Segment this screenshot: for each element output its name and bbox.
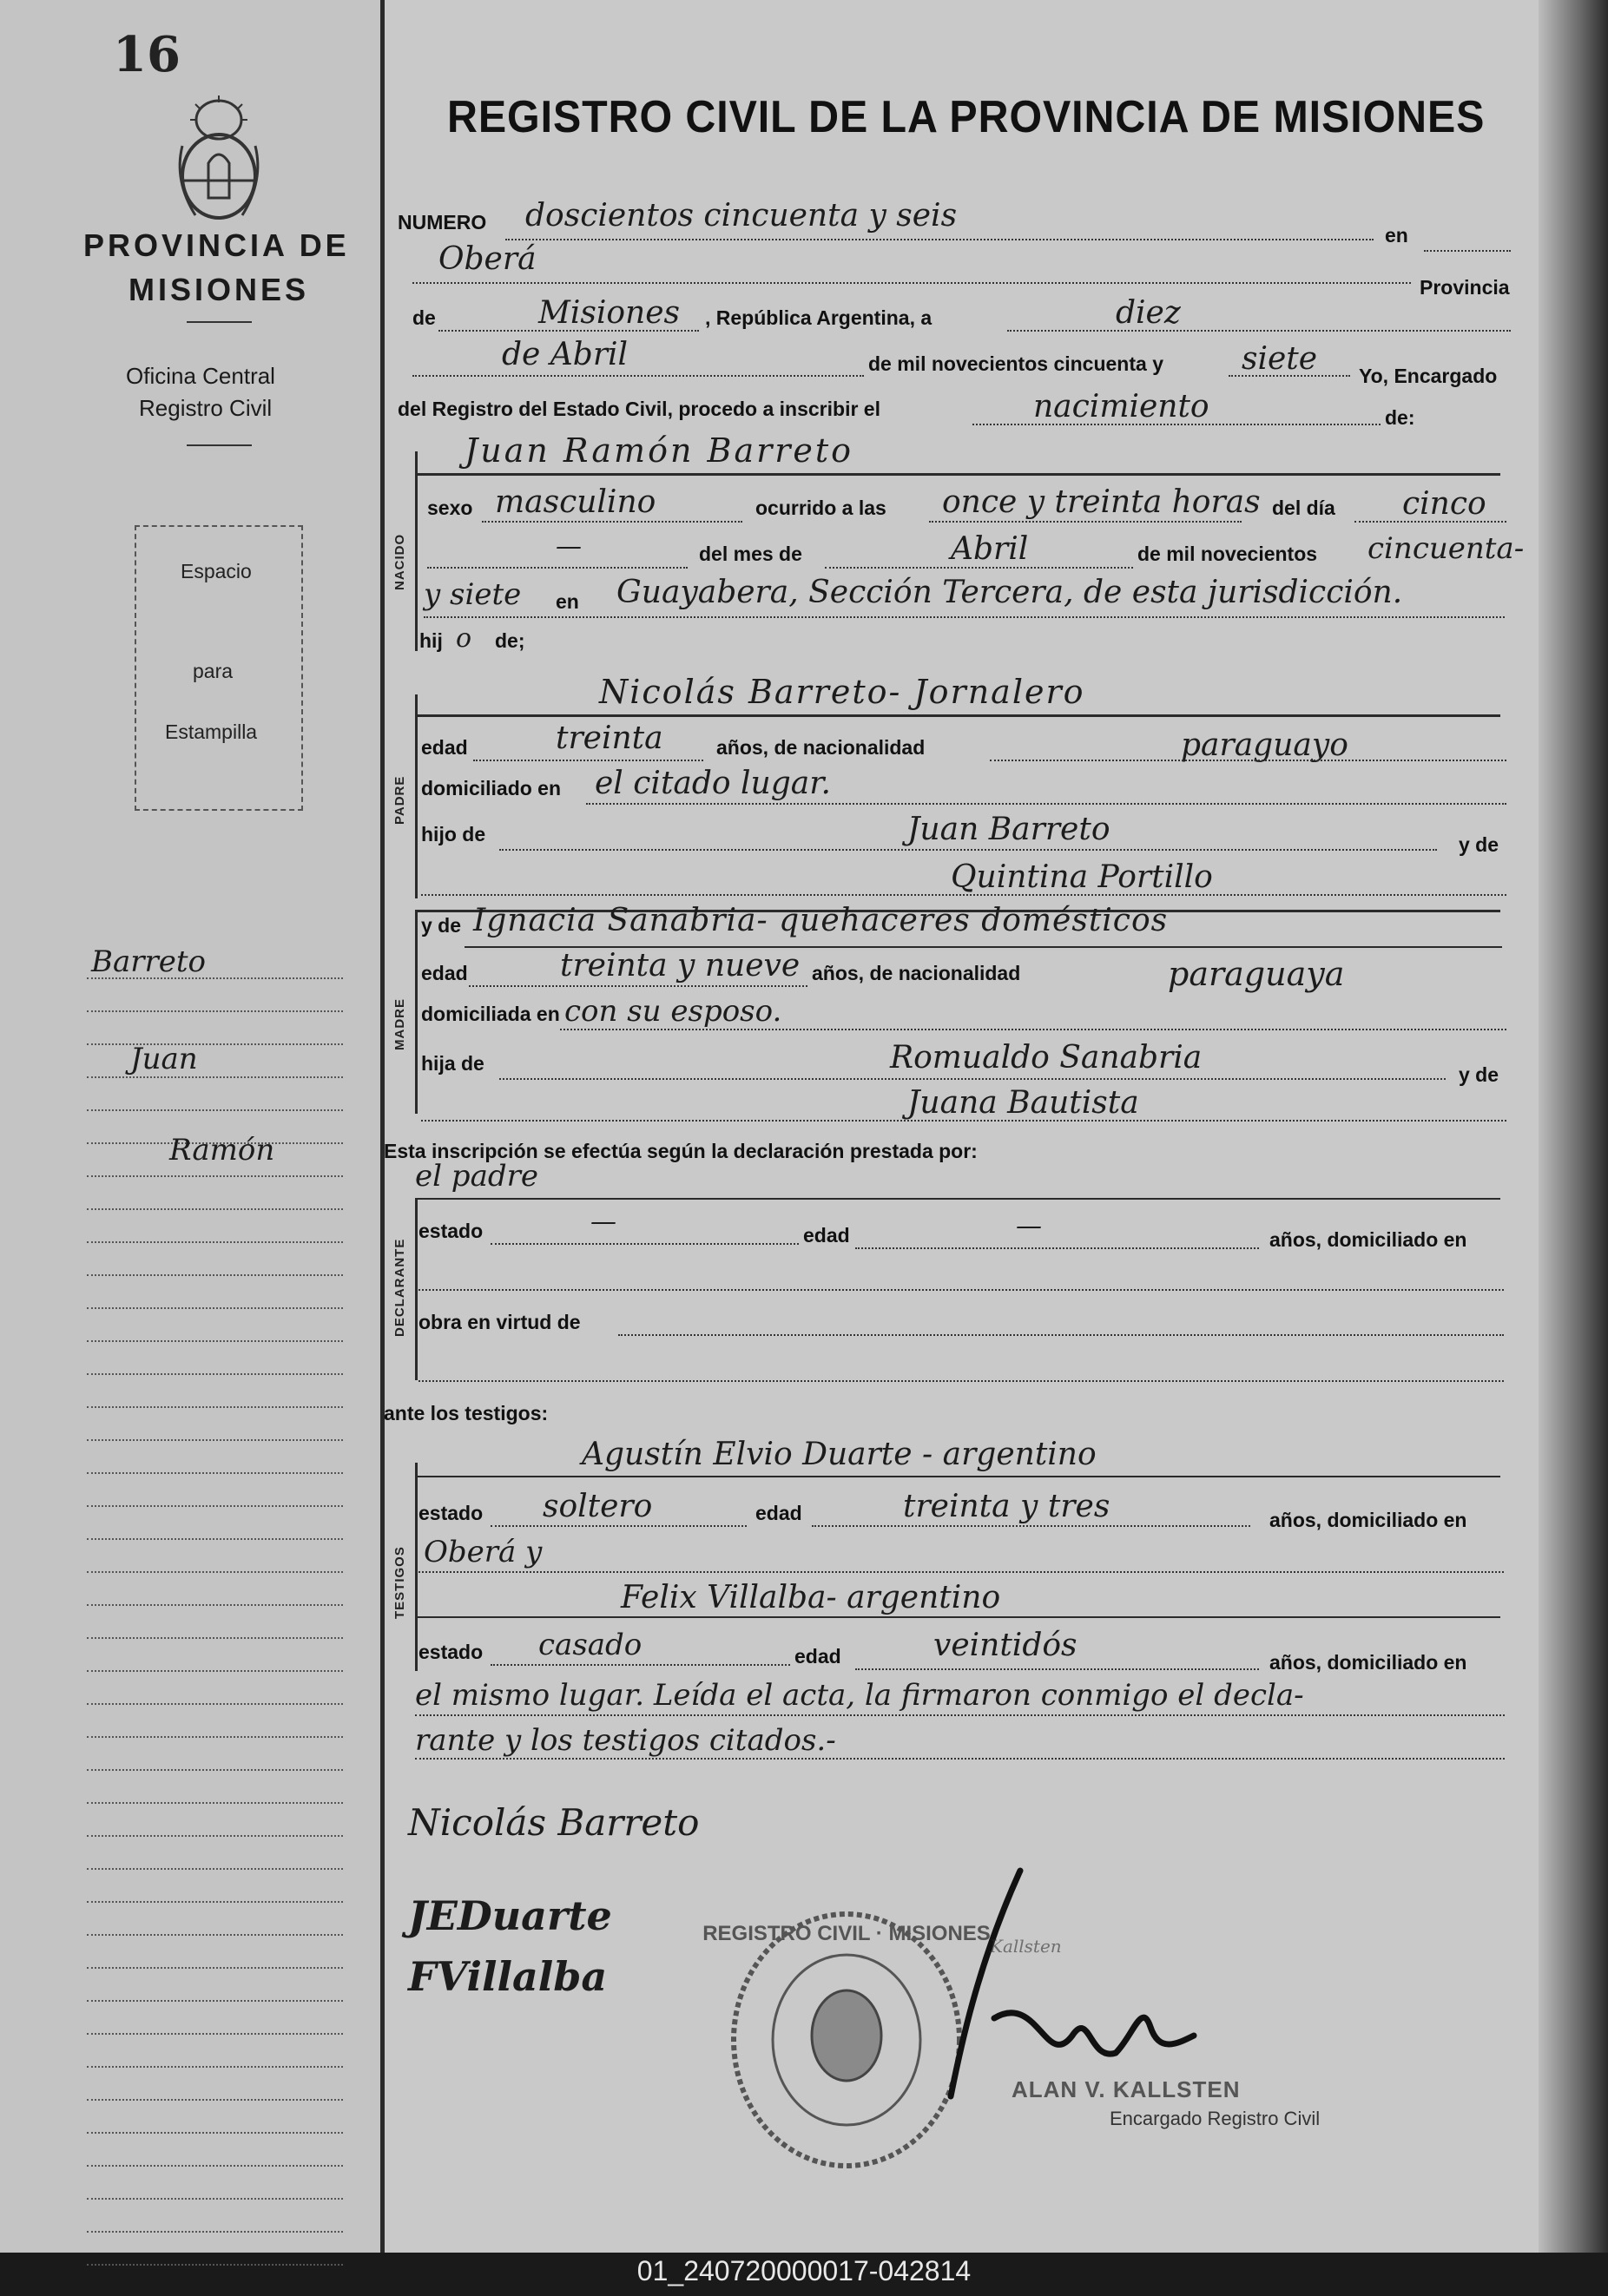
label-de-semi: de; (495, 629, 525, 652)
section-padre-label: PADRE (392, 775, 407, 825)
hora-line (929, 521, 1242, 523)
anio-line (1229, 375, 1350, 377)
label-padre-dom: domiciliado en (421, 777, 562, 799)
label-padre-hijo-de: hijo de (421, 823, 486, 845)
en-line (1424, 250, 1511, 252)
value-dia: diez (1116, 295, 1181, 331)
mes-line (412, 375, 864, 377)
value-decl-edad: — (1016, 1211, 1042, 1241)
value-sexo: masculino (495, 484, 656, 520)
label-madre-nac: años, de nacionalidad (812, 962, 1021, 984)
value-mes: de Abril (502, 337, 629, 372)
left-given-name-1: Juan (130, 1042, 198, 1076)
madre-dom-line (560, 1029, 1506, 1030)
label-numero: NUMERO (398, 211, 487, 234)
place-line (412, 282, 1411, 284)
label-test1-anos-dom: años, domiciliado en (1269, 1509, 1467, 1531)
lugar-line (424, 616, 1505, 618)
value-padre-nombre: Nicolás Barreto- Jornalero (599, 673, 1085, 711)
value-acto: nacimiento (1033, 389, 1209, 424)
signature-duarte: JEDuarte (408, 1892, 612, 1939)
seal-text: REGISTRO CIVIL · MISIONES (702, 1922, 991, 1945)
value-en-place: Oberá (438, 241, 537, 277)
value-anio-nac-2: y siete (424, 577, 522, 612)
page-binding-edge (1539, 0, 1608, 2253)
value-decl-estado: — (590, 1207, 616, 1237)
coat-of-arms-icon (169, 94, 269, 224)
declarante-side-rule (415, 1198, 418, 1380)
nacido-top-rule (415, 473, 1500, 476)
page-number: 16 (113, 26, 181, 83)
test1-edad-line (812, 1525, 1250, 1527)
value-madre-nac: paraguaya (1168, 955, 1345, 993)
test1-dom-line (418, 1571, 1504, 1573)
acto-line (972, 424, 1381, 425)
decl-estado-line (491, 1243, 799, 1245)
test1-estado-line (491, 1525, 747, 1527)
decl-edad-line (855, 1247, 1259, 1249)
padre-dom-line (586, 803, 1506, 805)
nac-row2-line-1 (427, 567, 688, 569)
value-madre-hija-de-1: Romualdo Sanabria (890, 1040, 1203, 1076)
office-name-1: Oficina Central (126, 363, 275, 389)
label-de-colon: de: (1385, 406, 1415, 429)
label-hij: hij (419, 629, 443, 652)
label-decl-anos-dom: años, domiciliado en (1269, 1228, 1467, 1251)
value-cierre-2: rante y los testigos citados.- (415, 1723, 836, 1758)
label-madre-y-de-2: y de (1459, 1063, 1499, 1086)
value-test1-dom: Oberá y (424, 1535, 543, 1569)
padre-top-rule (415, 714, 1500, 717)
label-test1-edad: edad (755, 1502, 802, 1524)
padre-hijo-line (499, 849, 1437, 851)
testigo2-rule (415, 1616, 1500, 1618)
label-esta-inscripcion: Esta inscripción se efectúa según la declaración prestada por: (384, 1140, 978, 1162)
registry-title: REGISTRO CIVIL DE LA PROVINCIA DE MISIONES (447, 92, 1486, 142)
label-madre-hija-de: hija de (421, 1052, 484, 1075)
value-test2-edad: veintidós (933, 1628, 1077, 1663)
label-yo-encargado: Yo, Encargado (1359, 365, 1498, 387)
stamp-label-2: para (193, 660, 234, 682)
left-divider-2 (187, 444, 252, 446)
stamp-label-1: Espacio (181, 560, 252, 582)
decl-row4-line (418, 1380, 1504, 1382)
sexo-line (482, 521, 742, 523)
value-testigo-2: Felix Villalba- argentino (621, 1580, 1001, 1615)
value-provincia: Misiones (538, 295, 681, 331)
label-madre-y-de: y de (421, 914, 462, 937)
label-del-dia: del día (1272, 497, 1335, 519)
label-republica: , República Argentina, a (705, 306, 933, 329)
value-padre-dom: el citado lugar. (595, 766, 831, 801)
test2-edad-line (855, 1668, 1259, 1670)
left-given-name-2: Ramón (169, 1133, 275, 1168)
test2-estado-line (491, 1664, 790, 1666)
label-padre-edad: edad (421, 736, 468, 759)
value-test1-estado: soltero (543, 1489, 653, 1524)
value-madre-hija-de-2: Juana Bautista (907, 1085, 1139, 1121)
value-test1-edad: treinta y tres (903, 1489, 1110, 1524)
left-surname: Barreto (91, 944, 207, 979)
left-divider-1 (187, 321, 252, 323)
label-decl-edad: edad (803, 1224, 850, 1247)
value-cierre-1: el mismo lugar. Leída el acta, la firmaron conmigo el decla- (415, 1678, 1304, 1713)
madre-hija-line-2 (421, 1120, 1506, 1122)
value-lugar: Guayabera, Sección Tercera, de esta jurisdicción. (616, 575, 1403, 610)
value-hij-suffix: o (456, 623, 472, 654)
value-hora: once y treinta horas (942, 484, 1261, 520)
label-ante-testigos: ante los testigos: (384, 1402, 549, 1424)
value-dia-nac: cinco (1402, 486, 1486, 522)
label-ocurrido: ocurrido a las (755, 497, 886, 519)
madre-edad-line (469, 985, 807, 987)
testigos-side-rule (415, 1463, 418, 1671)
padre-side-rule (415, 694, 418, 898)
value-test2-estado: casado (538, 1628, 643, 1662)
dia-line (1007, 330, 1511, 332)
cierre-line-1 (415, 1714, 1505, 1716)
provincia-line (438, 330, 699, 332)
cierre-line-2 (415, 1758, 1505, 1760)
registry-seal (702, 1905, 991, 2174)
padre-hijo-line-2 (421, 894, 1506, 896)
label-sexo: sexo (427, 497, 473, 519)
label-decl-estado: estado (418, 1220, 484, 1242)
signature-villalba: FVillalba (408, 1953, 608, 2000)
province-title-1: PROVINCIA DE (83, 227, 350, 263)
label-del-registro: del Registro del Estado Civil, procedo a inscribir el (398, 398, 880, 420)
value-declarante: el padre (415, 1159, 538, 1194)
label-obra: obra en virtud de (418, 1311, 581, 1333)
label-test2-estado: estado (418, 1641, 484, 1663)
value-anio-nac: cincuenta- (1367, 531, 1525, 566)
value-nombre: Juan Ramón Barreto (465, 431, 854, 470)
dia-nac-line (1354, 521, 1506, 523)
official-name: ALAN V. KALLSTEN (1012, 2076, 1241, 2102)
section-declarante-label: DECLARANTE (392, 1238, 407, 1337)
label-test2-edad: edad (794, 1645, 841, 1668)
value-mes-nac: Abril (951, 531, 1029, 567)
label-padre-nac: años, de nacionalidad (716, 736, 926, 759)
label-en: en (1385, 224, 1408, 247)
value-testigo-1: Agustín Elvio Duarte - argentino (582, 1437, 1097, 1472)
label-del-mes: del mes de (699, 543, 802, 565)
value-madre-dom: con su esposo. (564, 994, 782, 1029)
nac-row2-line-2 (825, 567, 1133, 569)
nacido-side-rule (415, 451, 418, 651)
padre-edad-line (473, 760, 703, 761)
testigos-top-rule (415, 1476, 1500, 1477)
padre-nac-line (990, 760, 1506, 761)
value-madre-nombre: Ignacia Sanabria- quehaceres domésticos (473, 903, 1169, 938)
label-madre-edad: edad (421, 962, 468, 984)
numero-line (505, 239, 1374, 240)
label-de-mil: de mil novecientos cincuenta y (868, 352, 1163, 375)
value-padre-hijo-de-2: Quintina Portillo (951, 859, 1213, 895)
label-test1-estado: estado (418, 1502, 484, 1524)
province-title-2: MISIONES (129, 272, 310, 307)
declarante-top-rule (415, 1198, 1500, 1200)
value-numero: doscientos cincuenta y seis (525, 198, 958, 234)
column-divider (380, 0, 385, 2253)
label-de-mil-nov: de mil novecientos (1137, 543, 1318, 565)
section-madre-label: MADRE (392, 998, 407, 1050)
stamp-label-3: Estampilla (165, 720, 258, 743)
value-padre-hijo-de-1: Juan Barreto (907, 812, 1110, 847)
value-madre-edad: treinta y nueve (560, 948, 801, 984)
label-en-lugar: en (556, 590, 579, 613)
value-dash-1: — (556, 531, 582, 562)
value-anio: siete (1242, 341, 1318, 377)
office-name-2: Registro Civil (139, 395, 273, 421)
signature-nicolas: Nicolás Barreto (408, 1801, 700, 1844)
section-nacido-label: NACIDO (392, 533, 407, 590)
footer-file-id: 01_240720000017-042814 (636, 2255, 972, 2286)
value-padre-nac: paraguayo (1181, 727, 1348, 763)
madre-hija-line (499, 1078, 1446, 1080)
official-signature: Kallsten (990, 1936, 1062, 1957)
decl-row2-line (418, 1289, 1504, 1291)
label-padre-y-de: y de (1459, 833, 1499, 856)
label-madre-dom: domiciliada en (421, 1003, 560, 1025)
official-title: Encargado Registro Civil (1110, 2108, 1321, 2129)
madre-side-rule (415, 910, 418, 1114)
value-padre-edad: treinta (556, 720, 663, 756)
label-de: de (412, 306, 436, 329)
obra-line (618, 1334, 1504, 1336)
section-testigos-label: TESTIGOS (392, 1546, 407, 1619)
label-provincia: Provincia (1420, 276, 1510, 299)
label-test2-anos-dom: años, domiciliado en (1269, 1651, 1467, 1674)
